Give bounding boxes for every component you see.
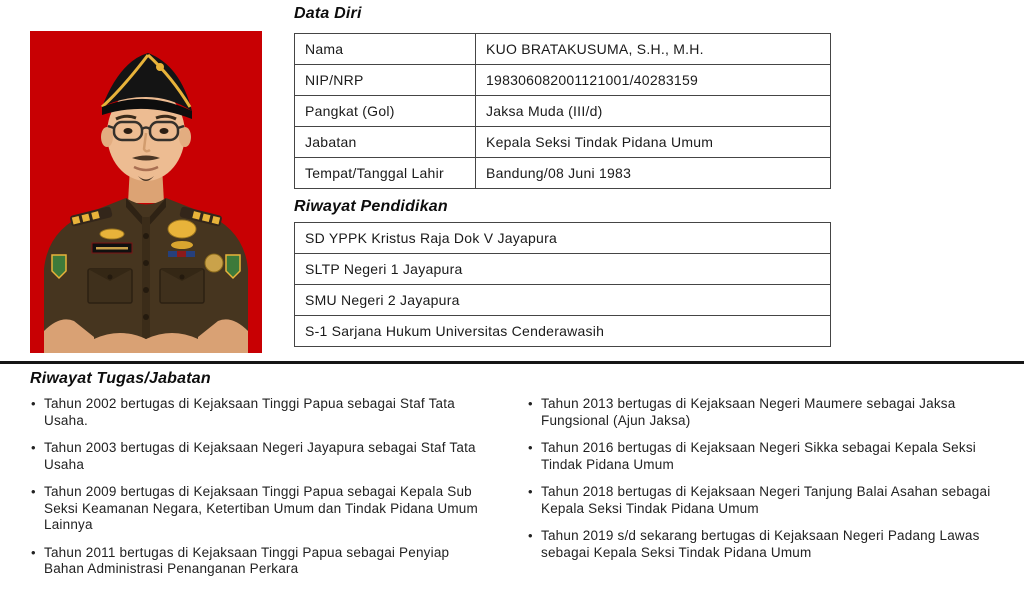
table-row [295, 254, 831, 285]
tugas-list-left [30, 396, 488, 589]
field-value-nip: 198306082001121001/40283159 [476, 65, 831, 96]
section-divider [0, 361, 1024, 364]
field-label-nama: Nama [295, 34, 476, 65]
table-row [295, 223, 831, 254]
field-label-nip: NIP/NRP [295, 65, 476, 96]
riwayat-pendidikan-heading: Riwayat Pendidikan [294, 198, 448, 215]
list-item: • Tahun 2018 bertugas di Kejaksaan Negeri Tanjung Balai Asahan sebagai Kepala Seksi Tindak Pidana Umum [527, 484, 1009, 517]
list-item: • Tahun 2011 bertugas di Kejaksaan Tinggi Papua sebagai Penyiap Bahan Administrasi Penanganan Perkara [30, 545, 488, 578]
education-item: SD YPPK Kristus Raja Dok V Jayapura [295, 223, 831, 254]
riwayat-tugas-heading: Riwayat Tugas/Jabatan [30, 370, 211, 387]
list-item: • Tahun 2009 bertugas di Kejaksaan Tinggi Papua sebagai Kepala Sub Seksi Keamanan Negara, Ketertiban Umum dan Tindak Pidana Umum Lainnya [30, 484, 488, 534]
portrait-photo [30, 31, 262, 353]
field-label-ttl: Tempat/Tanggal Lahir [295, 158, 476, 189]
field-label-jabatan: Jabatan [295, 127, 476, 158]
riwayat-pendidikan-table [294, 222, 831, 347]
table-row [295, 316, 831, 347]
table-row [295, 158, 831, 189]
data-diri-heading: Data Diri [294, 5, 362, 22]
table-row [295, 96, 831, 127]
table-row [295, 34, 831, 65]
list-item: • Tahun 2019 s/d sekarang bertugas di Kejaksaan Negeri Padang Lawas sebagai Kepala Seksi Tindak Pidana Umum [527, 528, 1009, 561]
table-row [295, 127, 831, 158]
education-item: SMU Negeri 2 Jayapura [295, 285, 831, 316]
field-label-pangkat: Pangkat (Gol) [295, 96, 476, 127]
table-row [295, 285, 831, 316]
portrait-illustration [30, 31, 262, 353]
table-row [295, 65, 831, 96]
list-item: • Tahun 2016 bertugas di Kejaksaan Negeri Sikka sebagai Kepala Seksi Tindak Pidana Umum [527, 440, 1009, 473]
list-item: • Tahun 2003 bertugas di Kejaksaan Negeri Jayapura sebagai Staf Tata Usaha [30, 440, 488, 473]
ribbon-bar [168, 251, 195, 257]
tugas-list-right [527, 396, 1009, 572]
field-value-jabatan: Kepala Seksi Tindak Pidana Umum [476, 127, 831, 158]
list-item: • Tahun 2002 bertugas di Kejaksaan Tinggi Papua sebagai Staf Tata Usaha. [30, 396, 488, 429]
field-value-ttl: Bandung/08 Juni 1983 [476, 158, 831, 189]
education-item: SLTP Negeri 1 Jayapura [295, 254, 831, 285]
list-item: • Tahun 2013 bertugas di Kejaksaan Negeri Maumere sebagai Jaksa Fungsional (Ajun Jaksa) [527, 396, 1009, 429]
education-item: S-1 Sarjana Hukum Universitas Cenderawasih [295, 316, 831, 347]
field-value-nama: KUO BRATAKUSUMA, S.H., M.H. [476, 34, 831, 65]
data-diri-table [294, 33, 831, 189]
field-value-pangkat: Jaksa Muda (III/d) [476, 96, 831, 127]
